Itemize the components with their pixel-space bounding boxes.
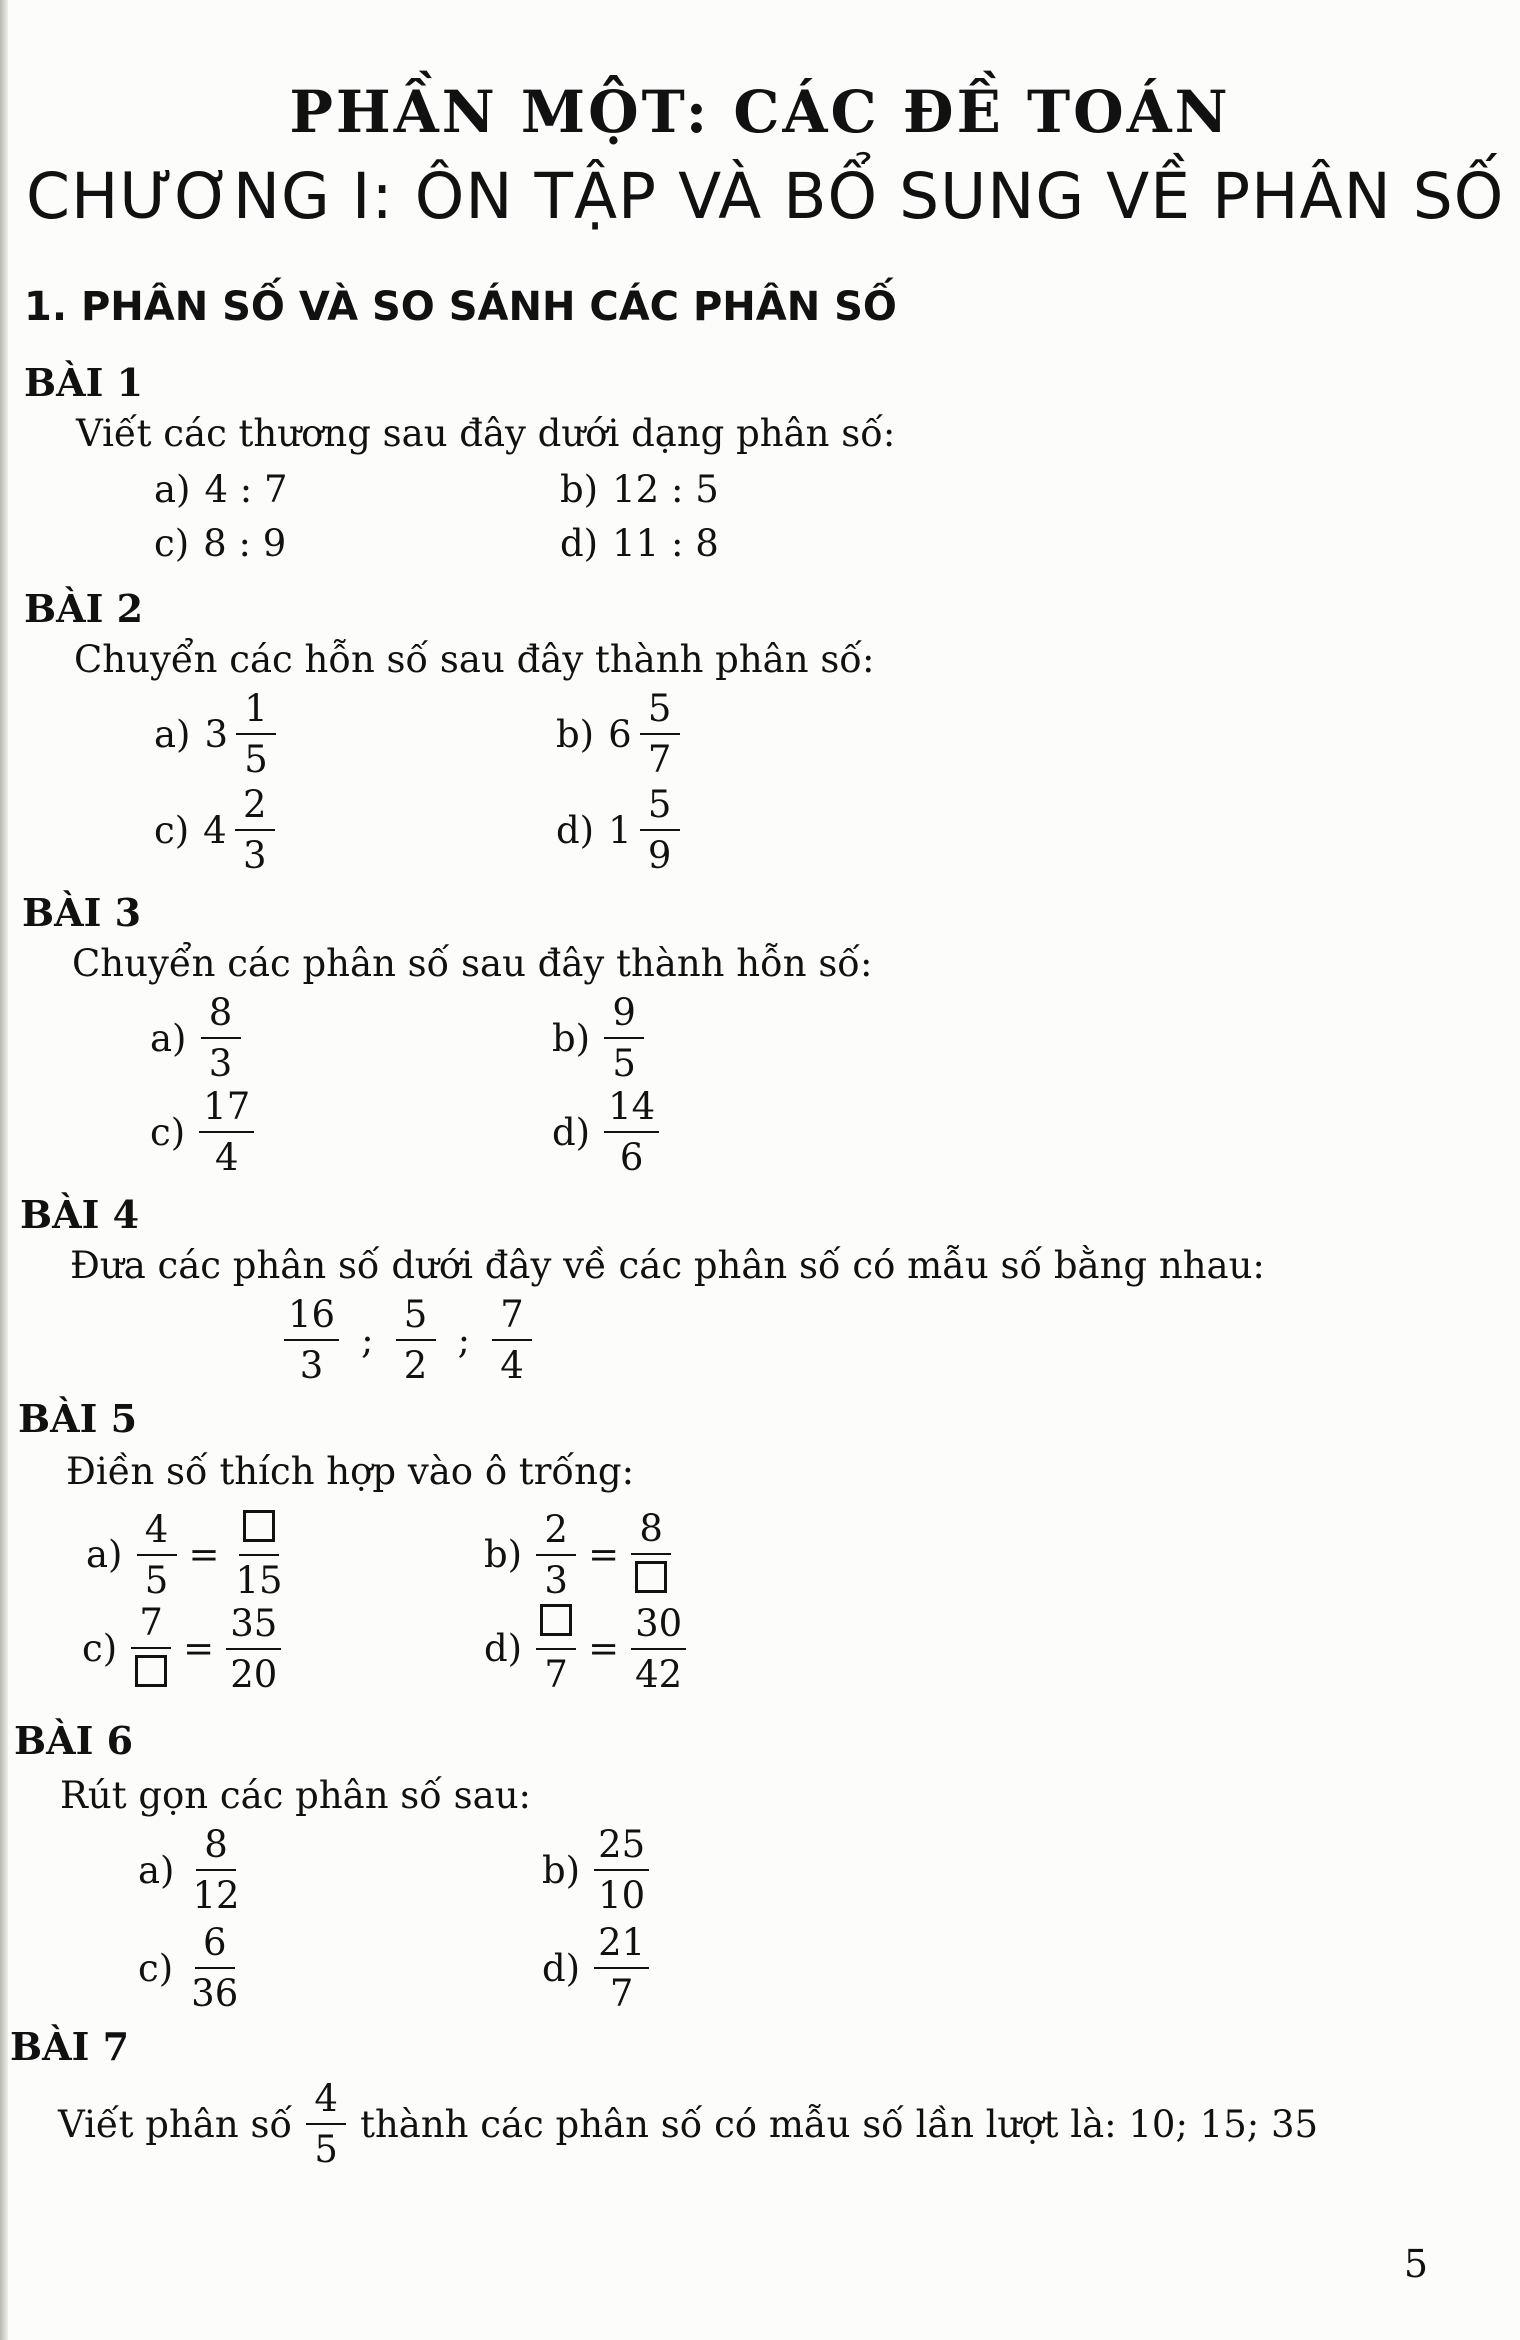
numerator: 2	[235, 786, 275, 831]
item-expression: 11 : 8	[612, 522, 719, 565]
denominator: 4	[214, 1136, 239, 1179]
exercise-6-item-d	[542, 1921, 649, 2015]
numerator: 5	[640, 786, 680, 831]
denominator: 5	[244, 738, 268, 781]
numerator: 9	[604, 994, 644, 1039]
fraction	[199, 1085, 254, 1179]
item-label: b)	[552, 1016, 591, 1060]
exercise-3-instruction: Chuyển các phân số sau đây thành hỗn số:	[72, 942, 873, 985]
mixed-whole: 4	[203, 808, 227, 852]
exercise-1-item-a	[154, 468, 288, 511]
exercise-2-item-c	[154, 783, 275, 877]
fraction	[235, 783, 275, 877]
exercise-1-instruction: Viết các thương sau đây dưới dạng phân số:	[76, 412, 896, 455]
exercise-2-item-a	[154, 687, 276, 781]
exercise-3-heading: BÀI 3	[22, 890, 142, 935]
exercise-5-heading: BÀI 5	[18, 1396, 138, 1441]
exercise-5-item-c	[82, 1601, 281, 1696]
fraction	[137, 1507, 177, 1602]
fraction	[594, 1823, 649, 1917]
denominator: 5	[612, 1042, 636, 1085]
exercise-3-item-b	[552, 991, 644, 1085]
item-label: d)	[556, 808, 595, 852]
exercise-5-item-a	[86, 1507, 287, 1602]
exercise-2-item-b	[556, 687, 680, 781]
exercise-6-heading: BÀI 6	[14, 1718, 134, 1763]
exercise-6-item-c	[138, 1921, 242, 2015]
fraction	[492, 1293, 532, 1387]
exercise-1-item-b	[560, 468, 719, 511]
exercise-1-item-c	[154, 522, 286, 565]
denominator: 3	[544, 1558, 568, 1602]
exercise-5-item-b	[484, 1507, 671, 1602]
exercise-6-item-b	[542, 1823, 649, 1917]
exercise-6-instruction: Rút gọn các phân số sau:	[60, 1774, 532, 1817]
chapter-title: CHƯƠNG I: ÔN TẬP VÀ BỔ SUNG VỀ PHÂN SỐ	[26, 160, 1505, 233]
exercise-5-instruction: Điền số thích hợp vào ô trống:	[66, 1450, 635, 1493]
item-label: d)	[542, 1946, 581, 1990]
fraction	[604, 1085, 659, 1179]
exercise-6-item-a	[138, 1823, 244, 1917]
denominator: 7	[609, 1972, 634, 2015]
exercise-3-item-c	[150, 1085, 254, 1179]
exercise-3-item-a	[150, 991, 241, 1085]
numerator: 1	[236, 690, 276, 735]
numerator: 30	[631, 1605, 686, 1650]
denominator: 42	[635, 1652, 683, 1696]
fraction	[631, 1601, 686, 1696]
exercise-1-heading: BÀI 1	[24, 360, 144, 405]
fraction	[189, 1823, 244, 1917]
page-number: 5	[1403, 2242, 1428, 2286]
blank-box	[536, 1604, 576, 1650]
fraction	[284, 1293, 339, 1387]
item-label: c)	[154, 808, 190, 852]
item-label: d)	[560, 522, 599, 565]
exercise-4-instruction: Đưa các phân số dưới đây về các phân số có mẫu số bằng nhau:	[70, 1244, 1265, 1287]
item-label: c)	[82, 1627, 118, 1670]
denominator: 5	[314, 2128, 338, 2171]
empty-box-icon	[243, 1510, 275, 1542]
fraction	[594, 1921, 649, 2015]
equals-sign: =	[183, 1627, 215, 1670]
fraction	[604, 991, 644, 1085]
fraction	[536, 1507, 576, 1602]
numerator: 7	[131, 1604, 171, 1649]
numerator: 21	[594, 1924, 649, 1969]
item-label: a)	[154, 468, 191, 511]
exercise-2-item-d	[556, 783, 680, 877]
denominator: 2	[403, 1344, 428, 1387]
blank-box	[631, 1555, 671, 1599]
empty-box-icon	[135, 1655, 167, 1687]
denominator: 3	[299, 1344, 324, 1387]
fraction	[187, 1921, 242, 2015]
denominator: 3	[208, 1042, 233, 1085]
page-spine-shadow	[0, 0, 8, 2340]
denominator: 7	[647, 738, 672, 781]
numerator: 25	[594, 1826, 649, 1871]
statement-prefix: Viết phân số	[58, 2102, 293, 2146]
numerator: 17	[199, 1088, 254, 1133]
item-label: d)	[552, 1110, 591, 1154]
denominator: 6	[619, 1136, 644, 1179]
item-expression: 12 : 5	[612, 468, 719, 511]
item-label: a)	[86, 1533, 123, 1576]
blank-box	[131, 1649, 171, 1693]
denominator: 10	[598, 1874, 646, 1917]
exercise-4-heading: BÀI 4	[20, 1192, 140, 1237]
numerator: 5	[396, 1296, 436, 1341]
item-expression: 4 : 7	[204, 468, 288, 511]
denominator: 7	[544, 1653, 568, 1696]
denominator: 36	[191, 1972, 239, 2015]
exercise-7-statement	[58, 2077, 1319, 2171]
numerator: 4	[306, 2080, 346, 2125]
exercise-5-item-d	[484, 1601, 686, 1696]
item-label: c)	[150, 1110, 186, 1154]
fraction	[631, 1507, 671, 1599]
item-label: b)	[556, 712, 595, 756]
equals-sign: =	[188, 1533, 220, 1576]
fraction	[131, 1601, 171, 1693]
equals-sign: =	[588, 1627, 620, 1670]
numerator: 2	[536, 1511, 576, 1556]
fraction	[201, 991, 241, 1085]
item-label: a)	[138, 1848, 175, 1892]
denominator: 9	[647, 834, 672, 877]
statement-suffix: thành các phân số có mẫu số lần lượt là: 10; 15; 35	[360, 2102, 1319, 2146]
numerator: 8	[201, 994, 241, 1039]
item-label: b)	[542, 1848, 581, 1892]
item-label: c)	[154, 522, 190, 565]
item-label: c)	[138, 1946, 174, 1990]
denominator: 5	[144, 1558, 169, 1602]
denominator: 15	[235, 1559, 283, 1602]
exercise-2-instruction: Chuyển các hỗn số sau đây thành phân số:	[74, 638, 875, 681]
item-label: a)	[150, 1016, 187, 1060]
fraction	[396, 1293, 436, 1387]
empty-box-icon	[635, 1561, 667, 1593]
fraction	[640, 687, 680, 781]
denominator: 4	[500, 1344, 524, 1387]
mixed-whole: 1	[608, 808, 632, 852]
numerator: 4	[137, 1511, 177, 1556]
fraction	[232, 1510, 287, 1602]
exercise-2-heading: BÀI 2	[24, 586, 144, 631]
denominator: 3	[242, 834, 267, 877]
exercise-3-item-d	[552, 1085, 659, 1179]
numerator: 7	[492, 1296, 532, 1341]
fraction	[536, 1604, 576, 1696]
item-label: d)	[484, 1627, 523, 1670]
fraction	[236, 687, 276, 781]
part-title: PHẦN MỘT: CÁC ĐỀ TOÁN	[289, 78, 1231, 146]
numerator: 6	[195, 1924, 235, 1969]
equals-sign: =	[588, 1533, 620, 1576]
separator: ;	[361, 1318, 374, 1362]
mixed-whole: 6	[608, 712, 632, 756]
mixed-whole: 3	[204, 712, 229, 756]
blank-box	[239, 1510, 279, 1556]
item-label: b)	[484, 1533, 523, 1576]
fraction	[306, 2077, 346, 2171]
item-expression: 8 : 9	[203, 522, 287, 565]
numerator: 5	[640, 690, 680, 735]
section-title: 1. PHÂN SỐ VÀ SO SÁNH CÁC PHÂN SỐ	[24, 284, 897, 330]
exercise-4-fraction-list	[284, 1293, 532, 1387]
fraction	[226, 1601, 281, 1696]
numerator: 8	[631, 1510, 671, 1555]
exercise-7-heading: BÀI 7	[10, 2024, 130, 2069]
exercise-1-item-d	[560, 522, 719, 565]
item-label: a)	[154, 712, 191, 756]
separator: ;	[457, 1318, 471, 1362]
item-label: b)	[560, 468, 599, 511]
fraction	[640, 783, 680, 877]
empty-box-icon	[540, 1604, 572, 1636]
numerator: 16	[284, 1296, 339, 1341]
denominator: 20	[230, 1652, 278, 1696]
numerator: 14	[604, 1088, 659, 1133]
numerator: 35	[226, 1605, 281, 1650]
numerator: 8	[196, 1826, 236, 1871]
denominator: 12	[192, 1874, 240, 1917]
